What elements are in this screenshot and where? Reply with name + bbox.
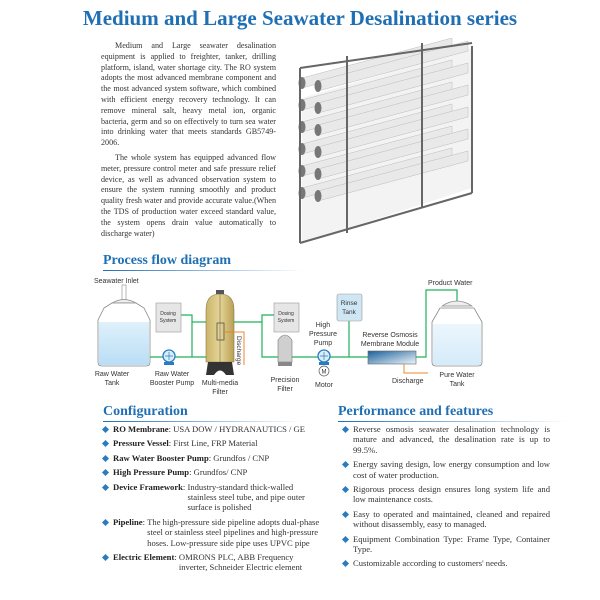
- label-dosing: Dosing: [160, 311, 176, 317]
- intro-text: [101, 41, 276, 243]
- list-item: Electric Element: OMRONS PLC, ABB Frequency inverter, Schneider Electric element: [100, 552, 345, 573]
- label-hpp: Pressure: [308, 331, 338, 338]
- list-item: Reverse osmosis seawater desalination technology is mature and advanced, the desalination rate is up to 99.5%.: [340, 424, 550, 455]
- vessel-end-cap: [315, 168, 322, 180]
- motor-icon: M: [321, 369, 327, 376]
- discharge-line: [404, 364, 428, 373]
- list-item: Customizable according to customers' needs.: [340, 558, 550, 568]
- label-pure-tank: Tank: [449, 381, 465, 388]
- label-pure-tank: Pure Water: [439, 372, 475, 379]
- list-item: Easy to operated and maintained, cleaned and repaired without disassembly, easy to managed.: [340, 509, 550, 530]
- list-item: Device Framework: Industry-standard thick-walled stainless steel tube, and pipe outer surface is polished: [100, 482, 345, 513]
- label-mmf: Multi-media: [201, 380, 239, 387]
- list-item: Pressure Vessel: First Line, FRP Material: [100, 438, 345, 448]
- label-raw-tank: Raw Water: [94, 371, 130, 378]
- configuration-list: [100, 424, 345, 577]
- list-item: RO Membrane: USA DOW / HYDRANAUTICS / GE: [100, 424, 345, 434]
- label-mmf: Filter: [212, 389, 228, 396]
- label-booster: Booster Pump: [149, 380, 195, 387]
- label-booster: Raw Water: [154, 371, 190, 378]
- configuration-heading: Configuration: [103, 404, 303, 422]
- label-dosing: System: [277, 318, 295, 324]
- performance-list: [340, 424, 550, 573]
- page-title: Medium and Large Seawater Desalination series: [82, 6, 518, 30]
- rinse-tank: [337, 294, 362, 321]
- pure-water-tank: [432, 301, 482, 366]
- label-product-water: Product Water: [428, 280, 473, 287]
- list-item: Energy saving design, low energy consumption and low cost of water production.: [340, 459, 550, 480]
- label-motor: Motor: [315, 382, 333, 389]
- label-dosing: System: [159, 318, 177, 324]
- process-flow-diagram: [92, 270, 532, 405]
- ro-membrane-module: [368, 351, 416, 364]
- vessel-end-cap: [315, 80, 322, 92]
- performance-heading: Performance and features: [338, 404, 568, 422]
- intro-paragraph: The whole system has equipped advanced flow meter, pressure control meter and safe pressure relief device, as well as advanced observation system to ensure the system running smoothly and product quality fresh water and provide accurate value.(When the TDS of production water exceed standard value, the system opens drain value automatically to discharge water): [101, 152, 276, 238]
- list-item: High Pressure Pump: Grundfos/ CNP: [100, 467, 345, 477]
- label-rinse: Tank: [342, 309, 356, 316]
- process-heading: Process flow diagram: [103, 253, 303, 271]
- precision-filter: [278, 335, 292, 366]
- label-raw-tank: Tank: [104, 380, 120, 387]
- label-ro: Reverse Osmosis: [362, 332, 418, 339]
- ro-rack-photo: [272, 38, 477, 248]
- vessel-end-cap: [315, 124, 322, 136]
- list-item: Rigorous process design ensures long system life and low maintenance costs.: [340, 484, 550, 505]
- label-ro: Membrane Module: [360, 341, 420, 348]
- label-dosing: Dosing: [278, 311, 294, 317]
- label-precision: Precision: [270, 377, 300, 384]
- raw-water-tank: [98, 285, 150, 366]
- label-rinse: Rinse: [340, 300, 358, 307]
- intro-paragraph: Medium and Large seawater desalination equipment is applied to freighter, tanker, drilling platform, island, water shortage city. The RO system adopts the most advanced membrane component and the most advanced system software, which combined with efficient energy recovery technology. It can remove mineral salt, heavy metal ion, organic bacteria, germ and so on effectively to turn sea water into drinking water that meets standards GB5749-2006.: [101, 41, 276, 148]
- label-precision: Filter: [277, 386, 293, 393]
- vessel-end-cap: [315, 102, 322, 114]
- list-item: Pipeline: The high-pressure side pipeline adopts dual-phase steel or stainless steel pipelines and high-pressure hoses. Low-pressure side pipe uses UPVC pipe: [100, 517, 345, 548]
- label-hpp: Pump: [313, 340, 333, 347]
- label-discharge: Discharge: [392, 378, 424, 385]
- label-seawater-inlet: Seawater Inlet: [94, 278, 139, 285]
- list-item: Equipment Combination Type: Frame Type, Container Type.: [340, 534, 550, 555]
- vessel-end-cap: [315, 146, 322, 158]
- booster-pump: [163, 350, 175, 365]
- vessel-end-cap: [315, 190, 322, 202]
- label-discharge: Discharge: [235, 336, 242, 366]
- list-item: Raw Water Booster Pump: Grundfos / CNP: [100, 453, 345, 463]
- label-hpp: High: [315, 322, 331, 329]
